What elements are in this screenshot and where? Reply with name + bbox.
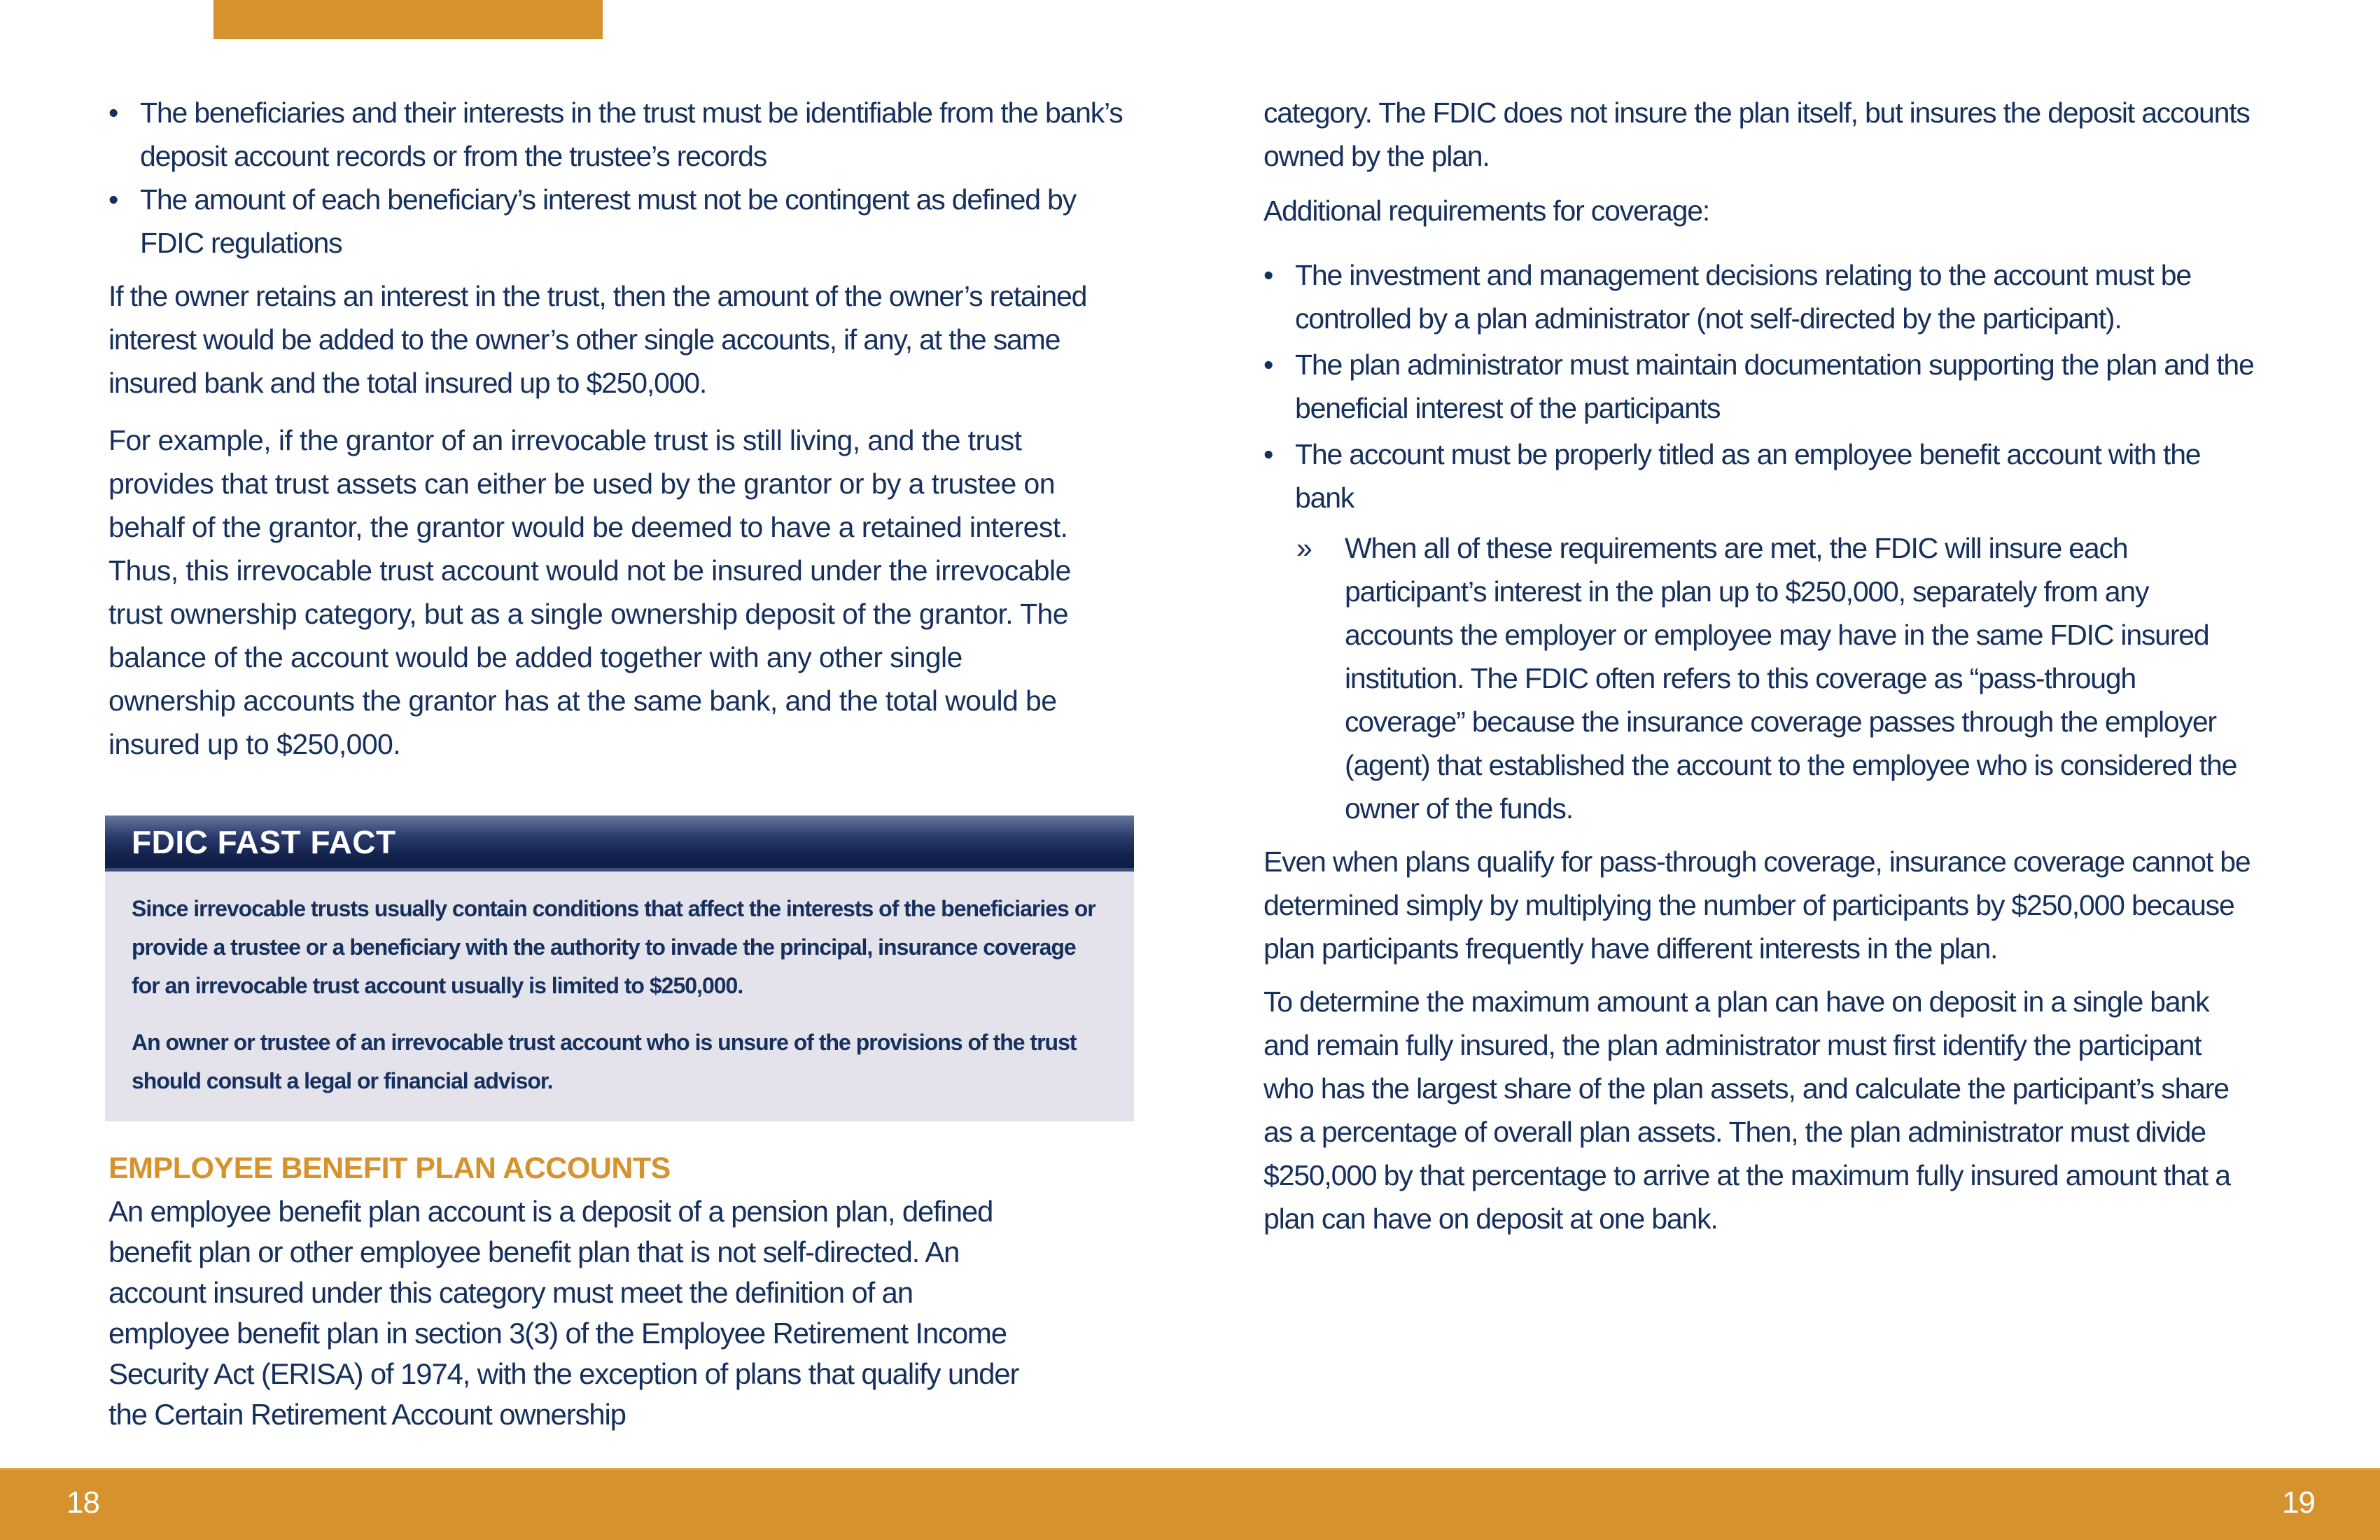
- fast-fact-header: [105, 816, 1134, 872]
- right-page-column: [1264, 91, 2258, 1240]
- list-item: [108, 178, 1135, 265]
- sub-bullet-text: When all of these requirements are met, the FDIC will insure each participant’s interest in the plan up to $250,000, separately from any accounts the employer or employee may have in the same FDIC insured institution. The FDIC often refers to this coverage as “pass-through coverage” because the insurance coverage passes through the employer (agent) that established the account to the employee who is considered the owner of the funds.: [1345, 532, 2237, 825]
- fast-fact-body: [105, 872, 1134, 1100]
- bullet-icon: •: [108, 97, 118, 129]
- bullet-icon: •: [1264, 349, 1273, 381]
- bullet-text: The amount of each beneficiary’s interest must not be contingent as defined by FDIC regulations: [140, 183, 1076, 259]
- sub-bullet-icon: »: [1296, 532, 1312, 564]
- page-number-left: 18: [66, 1485, 99, 1520]
- paragraph-category-continuation: category. The FDIC does not insure the plan itself, but insures the deposit accounts owned by the plan.: [1264, 97, 2250, 172]
- fast-fact-paragraph: An owner or trustee of an irrevocable trust account who is unsure of the provisions of the trust should consult a legal or financial advisor.: [132, 1030, 1077, 1093]
- list-item: [1264, 253, 2258, 340]
- bullet-icon: •: [108, 183, 118, 216]
- top-accent-stripe: [214, 0, 603, 39]
- fast-fact-box: [105, 816, 1134, 1121]
- footer-bar: [0, 1468, 2380, 1540]
- list-item: [1264, 433, 2258, 519]
- bullet-text: The plan administrator must maintain documentation supporting the plan and the beneficial interest of the participants: [1295, 349, 2254, 424]
- page-number-right: 19: [2282, 1485, 2315, 1520]
- fast-fact-title: FDIC FAST FACT: [132, 823, 396, 860]
- paragraph-pass-through-limits: Even when plans qualify for pass-through coverage, insurance coverage cannot be determined simply by multiplying the number of participants by $250,000 because plan participants frequently have different interests in the plan.: [1264, 846, 2250, 965]
- requirements-list: [1264, 253, 2258, 830]
- paragraph-employee-benefit: An employee benefit plan account is a deposit of a pension plan, defined benefit plan or other employee benefit plan that is not self-directed. An account insured under this category must meet the definition of an employee benefit plan in section 3(3) of the Employee Retirement Income Security Act (ERISA) of 1974, with the exception of plans that qualify under the Certain Retirement Account ownership: [108, 1195, 1019, 1431]
- left-page-column: [108, 91, 1135, 766]
- bullet-text: The investment and management decisions relating to the account must be controlled by a plan administrator (not self-directed by the participant).: [1295, 259, 2191, 335]
- bullet-text: The account must be properly titled as an employee benefit account with the bank: [1295, 438, 2201, 514]
- bullet-text: The beneficiaries and their interests in the trust must be identifiable from the bank’s deposit account records or from the trustee’s records: [140, 97, 1123, 172]
- list-item: [108, 91, 1135, 178]
- bullet-icon: •: [1264, 438, 1273, 470]
- fast-fact-paragraph: Since irrevocable trusts usually contain conditions that affect the interests of the beneficiaries or provide a trustee or a beneficiary with the authority to invade the principal, insurance coverage for an irrevocable trust account usually is limited to $250,000.: [132, 896, 1096, 998]
- section-heading-employee-benefit: EMPLOYEE BENEFIT PLAN ACCOUNTS: [108, 1152, 671, 1185]
- paragraph-maximum-deposit: To determine the maximum amount a plan can have on deposit in a single bank and remain fully insured, the plan administrator must first identify the participant who has the largest share of the plan assets, and calculate the participant’s share as a percentage of overall plan assets. Then, the plan administrator must divide $250,000 by that percentage to arrive at the maximum fully insured amount that a plan can have on deposit at one bank.: [1264, 986, 2230, 1235]
- list-item: [1264, 343, 2258, 430]
- requirements-label: Additional requirements for coverage:: [1264, 195, 1710, 227]
- paragraph-grantor-example: For example, if the grantor of an irrevocable trust is still living, and the trust provides that trust assets can either be used by the grantor or by a trustee on behalf of the grantor, the grantor would be deemed to have a retained interest. Thus, this irrevocable trust account would not be insured under the irrevocable trust ownership category, but as a single ownership deposit of the grantor. The balance of the account would be added together with any other single ownership accounts the grantor has at the same bank, and the total would be insured up to $250,000.: [108, 424, 1071, 760]
- bullet-icon: •: [1264, 259, 1273, 291]
- paragraph-owner-retained-interest: If the owner retains an interest in the trust, then the amount of the owner’s retained interest would be added to the owner’s other single accounts, if any, at the same insured bank and the total insured up to $250,000.: [108, 280, 1087, 399]
- sub-list-item: [1264, 526, 2258, 830]
